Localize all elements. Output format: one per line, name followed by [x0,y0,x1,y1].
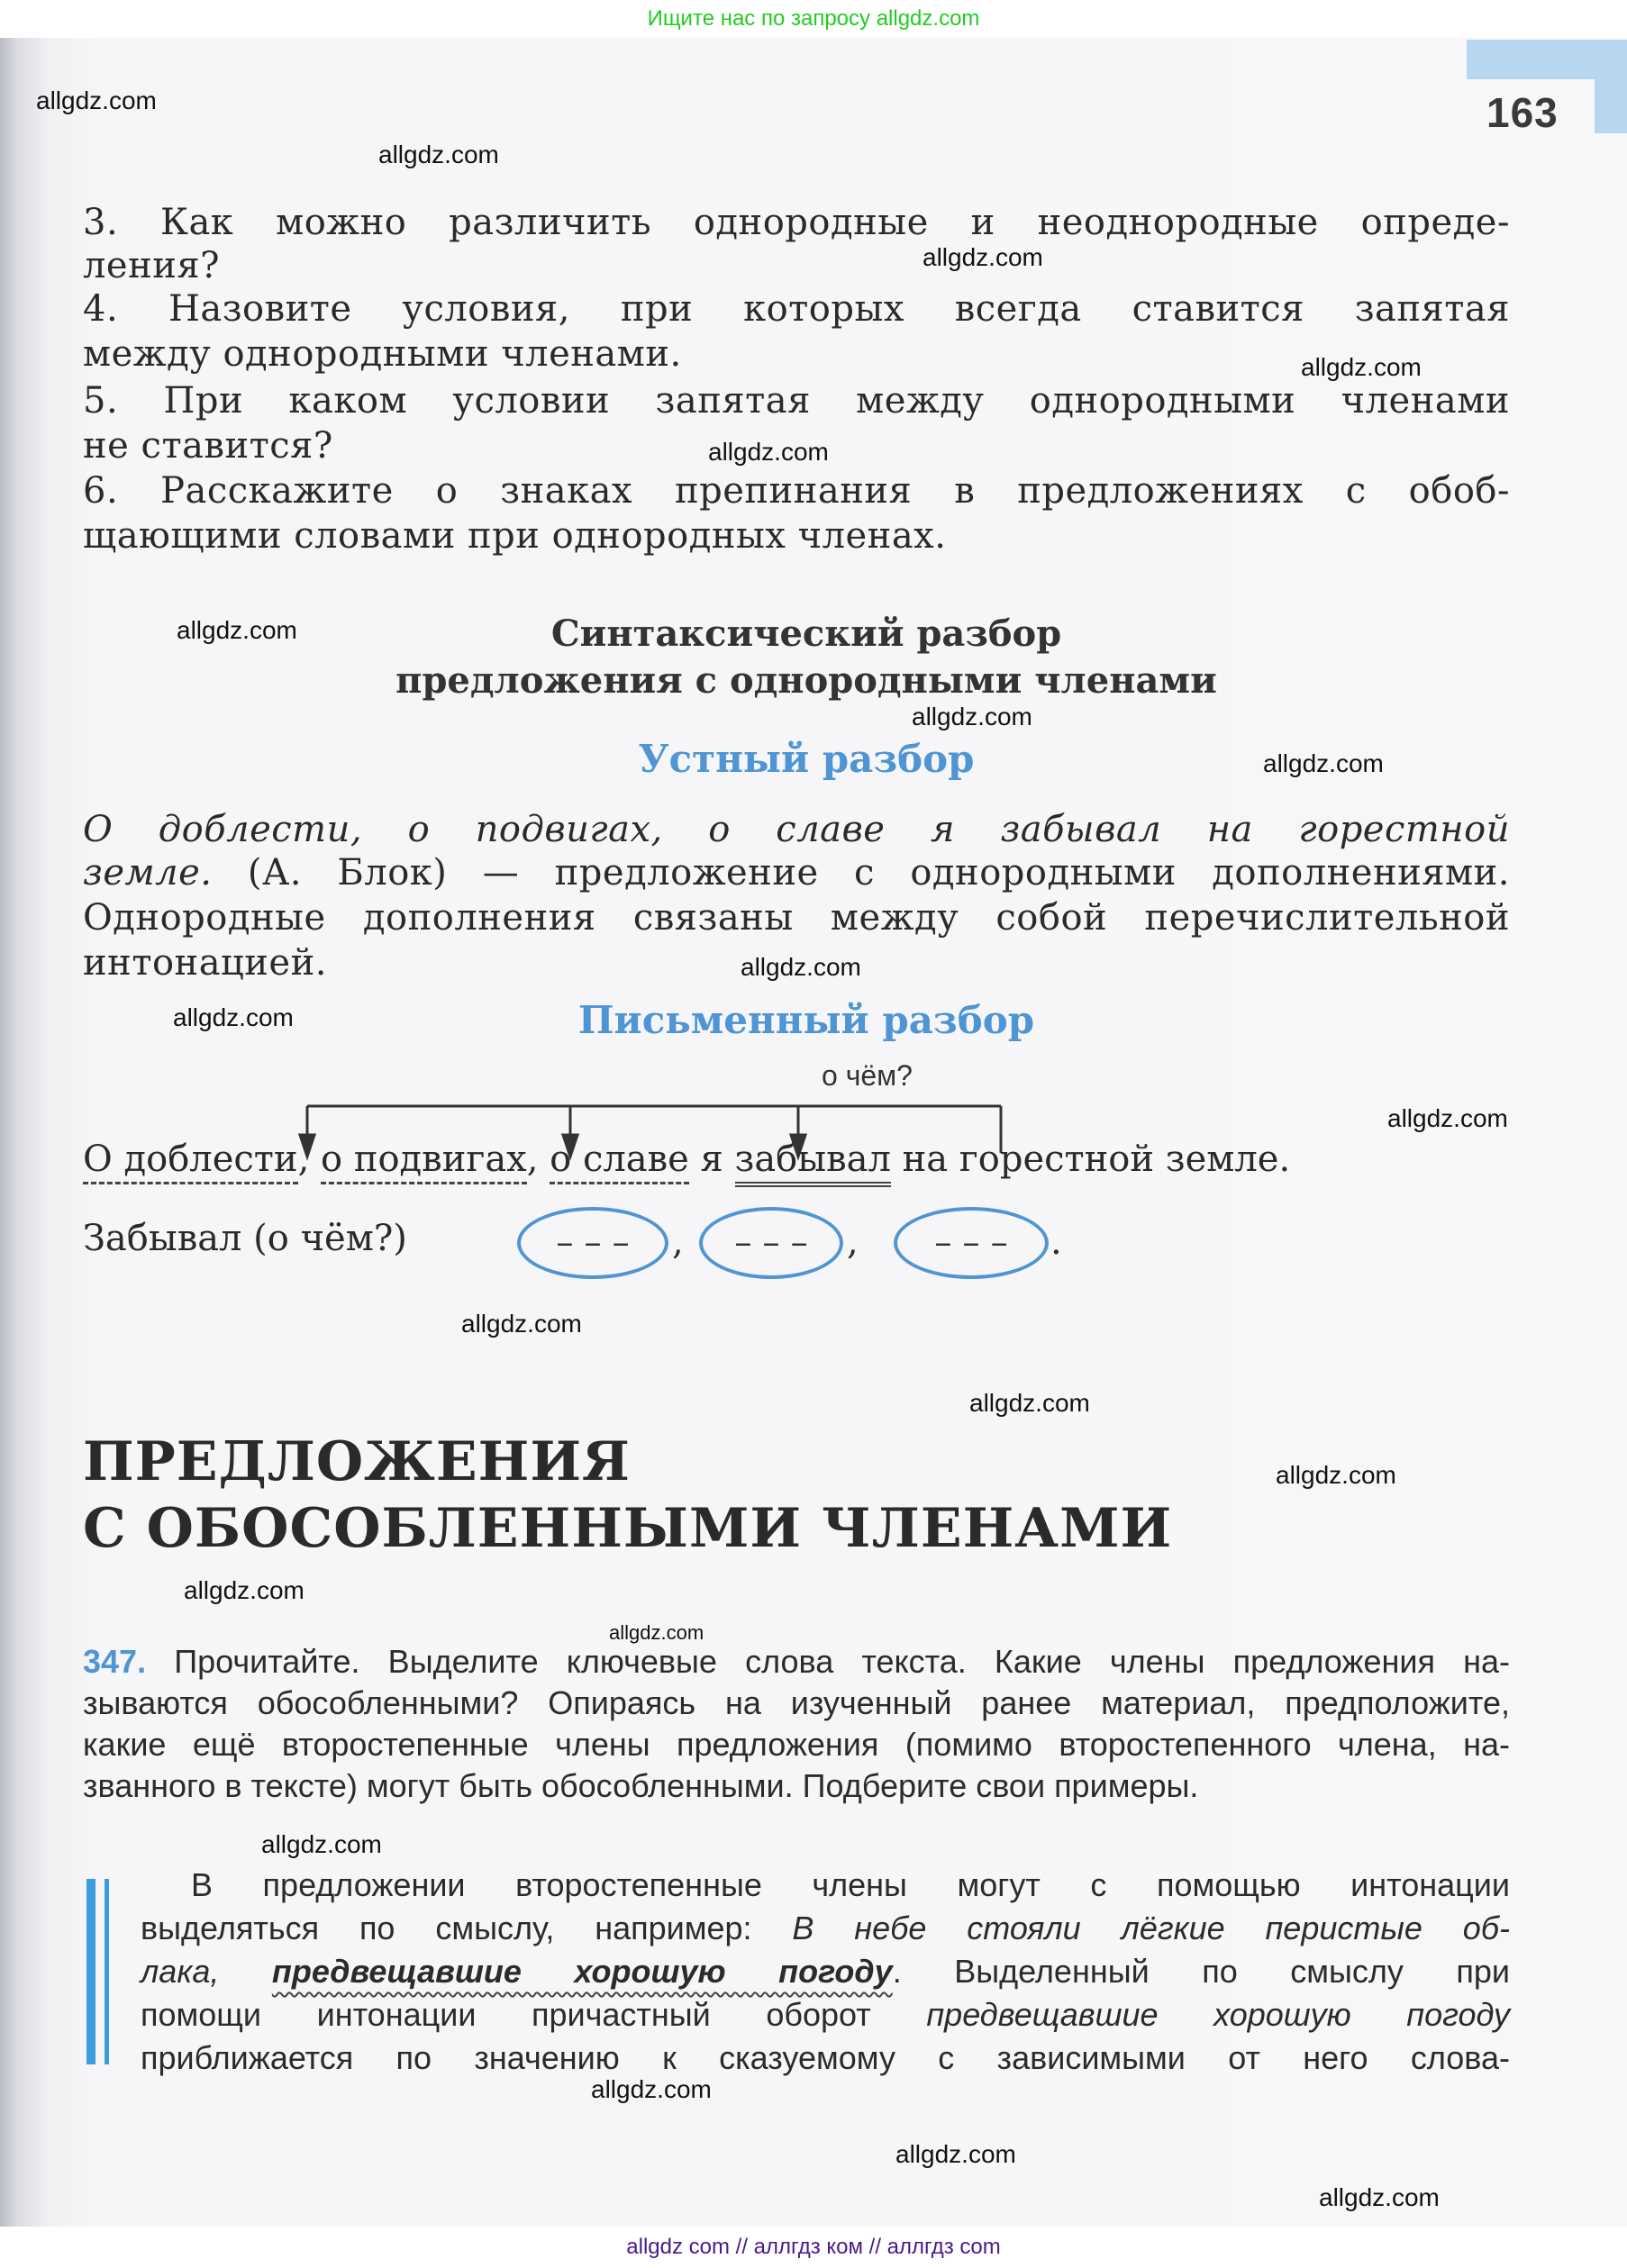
homogeneous-object-1: О доблести [83,1139,298,1184]
scheme-comma: , [672,1221,684,1263]
question-6-line-1: 6. Расскажите о знаках препинания в предложениях с обоб- [83,470,1510,512]
oral-example-rest: (А. Блок) — предложение с однородными дополнениями. [212,852,1510,894]
watermark: allgdz.com [969,1389,1090,1417]
oral-analysis-heading: Устный разбор [638,737,975,781]
sentence-rest: на горестной земле. [890,1139,1291,1180]
chapter-title-line-1: ПРЕДЛОЖЕНИЯ [83,1430,631,1493]
question-6-line-2: щающими словами при однородных членах. [83,515,947,557]
exercise-text: Прочитайте. Выделите ключевые слова текста. Какие члены предложения на- [146,1643,1510,1680]
watermark: allgdz.com [261,1830,382,1858]
rule-text: В предложении второстепенные члены могут с помощью интонации [191,1866,1510,1903]
watermark: allgdz.com [708,438,829,466]
homogeneous-object-2: о подвигах [321,1139,527,1184]
watermark: allgdz.com [741,953,861,981]
watermark: allgdz.com [184,1576,304,1604]
scheme-question-label: о чём? [822,1059,913,1092]
participial-phrase: предвещавшие хорошую погоду [271,1953,893,1990]
scheme-oval-3: – – – [894,1207,1049,1279]
rule-marker-bar [86,1879,95,2064]
watermark: allgdz.com [1263,749,1384,777]
watermark: allgdz.com [895,2140,1016,2168]
scheme-oval-1: – – – [517,1207,668,1279]
rule-line-1 [141,1864,1510,1906]
rule-marker-bar-thin [105,1879,109,2064]
page-number: 163 [1486,89,1559,136]
question-4-line-2: между однородными членами. [83,333,682,375]
question-5-line-2: не ставится? [83,425,333,467]
exercise-347-line-1 [83,1641,1510,1683]
section-title-line-2: предложения с однородными членами [395,659,1217,702]
watermark: allgdz.com [461,1310,582,1338]
subject-word: я [688,1139,735,1180]
watermark: allgdz.com [173,1003,294,1031]
rule-example-italic: предвещавшие хорошую погоду [926,1996,1510,2033]
written-analysis-heading: Письменный разбор [577,998,1035,1042]
predicate: забывал [735,1139,891,1187]
rule-line-4 [141,1994,1510,2036]
oral-example-line-1: О доблести, о подвигах, о славе я забывал на горестной [83,809,1510,850]
oral-example-italic: земле. [83,852,213,894]
chapter-title-line-2: С ОБОСОБЛЕННЫМИ ЧЛЕНАМИ [83,1497,1173,1560]
exercise-347-line-4: званного в тексте) могут быть обособленными. Подберите свои примеры. [83,1767,1199,1804]
scheme-prefix: Забывал (о чём?) [83,1218,407,1259]
scheme-oval-2: – – – [699,1207,843,1279]
watermark: allgdz.com [36,86,157,114]
question-3-line-1: 3. Как можно различить однородные и неоднородные опреде- [83,202,1510,243]
exercise-number: 347. [83,1643,147,1680]
watermark: allgdz.com [378,141,499,168]
question-3-line-2: ления? [83,245,221,286]
scheme-period: . [1050,1221,1062,1263]
watermark: allgdz.com [177,616,297,644]
oral-line-4: интонацией. [83,942,327,984]
watermark: allgdz.com [1276,1461,1396,1489]
comma: , [526,1139,550,1180]
exercise-347-line-3: какие ещё второстепенные члены предложения (помимо второстепенного члена, на- [83,1726,1510,1763]
top-banner: Ищите нас по запросу allgdz.com [0,0,1627,38]
analyzed-sentence [83,1139,1290,1180]
watermark: allgdz.com [591,2075,712,2103]
oral-line-3: Однородные дополнения связаны между собой перечислительной [83,897,1510,939]
rule-example-italic: лака, [141,1953,272,1990]
watermark: allgdz.com [1319,2183,1440,2211]
watermark: allgdz.com [609,1621,704,1644]
question-4-line-1: 4. Назовите условия, при которых всегда ставится запятая [83,288,1510,330]
rule-text: выделяться по смыслу, например: [141,1910,793,1946]
watermark: allgdz.com [1387,1104,1508,1132]
rule-line-5: приближается по значению к сказуемому с зависимыми от него слова- [141,2039,1510,2076]
watermark: allgdz.com [912,703,1032,730]
homogeneous-object-3: о славе [550,1139,689,1184]
rule-line-2 [141,1908,1510,1949]
exercise-347-line-2: зываются обособленными? Опираясь на изученный ранее материал, предположите, [83,1684,1510,1721]
rule-line-3 [141,1951,1510,1992]
rule-text: помощи интонации причастный оборот [141,1996,927,2033]
question-5-line-1: 5. При каком условии запятая между однородными членами [83,380,1510,422]
scheme-comma: , [847,1221,859,1263]
watermark: allgdz.com [923,243,1043,271]
section-title-line-1: Синтаксический разбор [550,612,1062,655]
rule-text: . Выделенный по смыслу при [892,1953,1510,1990]
bottom-banner: allgdz com // аллгдз ком // аллгдз com [0,2227,1627,2268]
watermark: allgdz.com [1301,353,1422,381]
rule-example-italic: В небе стояли лёгкие перистые об- [792,1910,1511,1946]
comma: , [297,1139,322,1180]
